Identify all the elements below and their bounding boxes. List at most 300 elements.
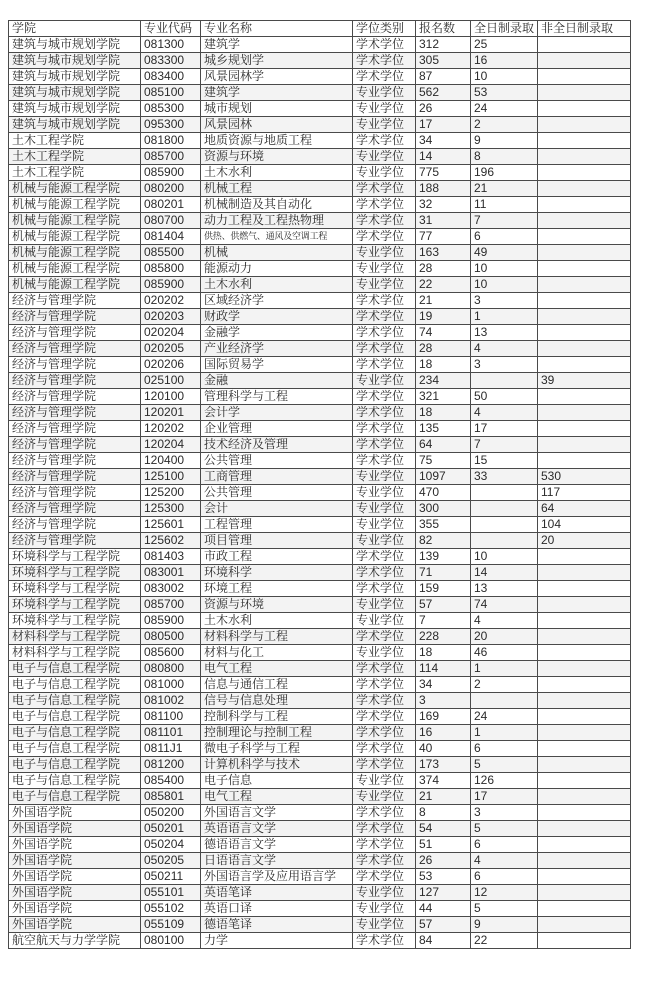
cell-college: 经济与管理学院 [9, 325, 141, 341]
cell-fulltime_admitted: 14 [471, 565, 538, 581]
table-row [9, 533, 631, 549]
cell-degree_type: 专业学位 [353, 485, 416, 501]
cell-college: 机械与能源工程学院 [9, 245, 141, 261]
cell-code: 085900 [141, 613, 201, 629]
cell-applicants: 53 [416, 869, 471, 885]
cell-fulltime_admitted [471, 373, 538, 389]
cell-code: 085100 [141, 85, 201, 101]
cell-degree_type: 专业学位 [353, 149, 416, 165]
cell-code: 120201 [141, 405, 201, 421]
cell-code: 050201 [141, 821, 201, 837]
cell-fulltime_admitted: 4 [471, 853, 538, 869]
cell-college: 电子与信息工程学院 [9, 789, 141, 805]
table-row [9, 309, 631, 325]
cell-college: 机械与能源工程学院 [9, 181, 141, 197]
table-row [9, 725, 631, 741]
cell-code: 085900 [141, 277, 201, 293]
cell-college: 电子与信息工程学院 [9, 757, 141, 773]
cell-applicants: 188 [416, 181, 471, 197]
table-row [9, 597, 631, 613]
table-row [9, 293, 631, 309]
cell-applicants: 234 [416, 373, 471, 389]
cell-parttime_admitted [538, 645, 631, 661]
cell-parttime_admitted [538, 197, 631, 213]
cell-degree_type: 学术学位 [353, 629, 416, 645]
table-row [9, 421, 631, 437]
cell-parttime_admitted [538, 773, 631, 789]
cell-major: 电气工程 [201, 661, 353, 677]
cell-fulltime_admitted: 50 [471, 389, 538, 405]
cell-degree_type: 学术学位 [353, 213, 416, 229]
cell-code: 081200 [141, 757, 201, 773]
cell-college: 外国语学院 [9, 821, 141, 837]
cell-fulltime_admitted: 196 [471, 165, 538, 181]
cell-degree_type: 专业学位 [353, 373, 416, 389]
cell-major: 力学 [201, 933, 353, 949]
cell-parttime_admitted [538, 885, 631, 901]
cell-major: 控制科学与工程 [201, 709, 353, 725]
cell-major: 机械制造及其自动化 [201, 197, 353, 213]
cell-applicants: 169 [416, 709, 471, 725]
table-row [9, 741, 631, 757]
cell-applicants: 114 [416, 661, 471, 677]
column-header-applicants: 报名数 [416, 21, 471, 37]
cell-fulltime_admitted: 1 [471, 309, 538, 325]
cell-parttime_admitted [538, 453, 631, 469]
cell-parttime_admitted [538, 229, 631, 245]
cell-fulltime_admitted: 12 [471, 885, 538, 901]
cell-applicants: 77 [416, 229, 471, 245]
cell-fulltime_admitted: 4 [471, 341, 538, 357]
cell-fulltime_admitted: 22 [471, 933, 538, 949]
table-row [9, 709, 631, 725]
cell-code: 081403 [141, 549, 201, 565]
cell-code: 083400 [141, 69, 201, 85]
cell-college: 机械与能源工程学院 [9, 277, 141, 293]
cell-college: 电子与信息工程学院 [9, 677, 141, 693]
cell-code: 020204 [141, 325, 201, 341]
cell-parttime_admitted [538, 549, 631, 565]
table-row [9, 389, 631, 405]
cell-applicants: 22 [416, 277, 471, 293]
cell-college: 建筑与城市规划学院 [9, 85, 141, 101]
cell-code: 095300 [141, 117, 201, 133]
cell-major: 微电子科学与工程 [201, 741, 353, 757]
cell-fulltime_admitted: 8 [471, 149, 538, 165]
table-row [9, 661, 631, 677]
cell-parttime_admitted [538, 805, 631, 821]
cell-degree_type: 学术学位 [353, 741, 416, 757]
cell-applicants: 173 [416, 757, 471, 773]
cell-parttime_admitted: 530 [538, 469, 631, 485]
table-row [9, 677, 631, 693]
cell-degree_type: 学术学位 [353, 357, 416, 373]
cell-college: 经济与管理学院 [9, 469, 141, 485]
cell-code: 080700 [141, 213, 201, 229]
table-row [9, 629, 631, 645]
cell-major: 风景园林 [201, 117, 353, 133]
table-row [9, 821, 631, 837]
cell-college: 材料科学与工程学院 [9, 645, 141, 661]
cell-degree_type: 专业学位 [353, 261, 416, 277]
cell-degree_type: 学术学位 [353, 453, 416, 469]
cell-college: 经济与管理学院 [9, 533, 141, 549]
cell-parttime_admitted [538, 165, 631, 181]
cell-college: 电子与信息工程学院 [9, 661, 141, 677]
cell-college: 建筑与城市规划学院 [9, 69, 141, 85]
cell-fulltime_admitted: 6 [471, 869, 538, 885]
cell-college: 经济与管理学院 [9, 405, 141, 421]
cell-fulltime_admitted: 9 [471, 133, 538, 149]
cell-major: 机械工程 [201, 181, 353, 197]
cell-fulltime_admitted: 33 [471, 469, 538, 485]
cell-college: 建筑与城市规划学院 [9, 37, 141, 53]
table-body [9, 37, 631, 949]
cell-degree_type: 专业学位 [353, 101, 416, 117]
cell-applicants: 312 [416, 37, 471, 53]
table-row [9, 517, 631, 533]
cell-code: 055102 [141, 901, 201, 917]
table-row [9, 69, 631, 85]
cell-applicants: 374 [416, 773, 471, 789]
cell-college: 经济与管理学院 [9, 293, 141, 309]
table-row [9, 453, 631, 469]
cell-code: 080200 [141, 181, 201, 197]
cell-code: 085800 [141, 261, 201, 277]
cell-fulltime_admitted: 4 [471, 405, 538, 421]
cell-parttime_admitted [538, 741, 631, 757]
cell-major: 公共管理 [201, 485, 353, 501]
cell-parttime_admitted [538, 405, 631, 421]
cell-fulltime_admitted: 11 [471, 197, 538, 213]
cell-fulltime_admitted: 53 [471, 85, 538, 101]
cell-major: 会计学 [201, 405, 353, 421]
cell-parttime_admitted [538, 677, 631, 693]
cell-parttime_admitted [538, 181, 631, 197]
table-row [9, 549, 631, 565]
cell-fulltime_admitted: 74 [471, 597, 538, 613]
cell-applicants: 321 [416, 389, 471, 405]
cell-degree_type: 学术学位 [353, 677, 416, 693]
cell-applicants: 19 [416, 309, 471, 325]
cell-major: 产业经济学 [201, 341, 353, 357]
cell-parttime_admitted [538, 69, 631, 85]
cell-college: 外国语学院 [9, 869, 141, 885]
cell-applicants: 51 [416, 837, 471, 853]
cell-parttime_admitted [538, 117, 631, 133]
cell-applicants: 300 [416, 501, 471, 517]
cell-degree_type: 专业学位 [353, 469, 416, 485]
cell-applicants: 84 [416, 933, 471, 949]
cell-college: 机械与能源工程学院 [9, 229, 141, 245]
cell-college: 建筑与城市规划学院 [9, 117, 141, 133]
cell-applicants: 1097 [416, 469, 471, 485]
cell-code: 085300 [141, 101, 201, 117]
cell-applicants: 305 [416, 53, 471, 69]
table-row [9, 277, 631, 293]
cell-code: 081100 [141, 709, 201, 725]
cell-fulltime_admitted [471, 693, 538, 709]
cell-parttime_admitted [538, 597, 631, 613]
cell-parttime_admitted [538, 357, 631, 373]
cell-parttime_admitted [538, 709, 631, 725]
cell-applicants: 18 [416, 645, 471, 661]
cell-code: 055101 [141, 885, 201, 901]
cell-code: 085801 [141, 789, 201, 805]
cell-major: 资源与环境 [201, 597, 353, 613]
cell-code: 125300 [141, 501, 201, 517]
cell-code: 085700 [141, 597, 201, 613]
table-row [9, 101, 631, 117]
cell-code: 120204 [141, 437, 201, 453]
cell-college: 环境科学与工程学院 [9, 565, 141, 581]
cell-fulltime_admitted: 10 [471, 549, 538, 565]
cell-fulltime_admitted: 5 [471, 901, 538, 917]
cell-parttime_admitted [538, 389, 631, 405]
cell-applicants: 44 [416, 901, 471, 917]
cell-college: 经济与管理学院 [9, 501, 141, 517]
cell-fulltime_admitted: 17 [471, 421, 538, 437]
table-row [9, 245, 631, 261]
cell-fulltime_admitted: 5 [471, 757, 538, 773]
cell-code: 081404 [141, 229, 201, 245]
cell-parttime_admitted [538, 613, 631, 629]
cell-parttime_admitted: 117 [538, 485, 631, 501]
cell-degree_type: 专业学位 [353, 597, 416, 613]
cell-degree_type: 学术学位 [353, 709, 416, 725]
table-row [9, 485, 631, 501]
cell-major: 英语口译 [201, 901, 353, 917]
cell-code: 085700 [141, 149, 201, 165]
table-header-row [9, 21, 631, 37]
cell-degree_type: 学术学位 [353, 293, 416, 309]
cell-degree_type: 学术学位 [353, 853, 416, 869]
cell-degree_type: 学术学位 [353, 933, 416, 949]
cell-fulltime_admitted: 6 [471, 837, 538, 853]
cell-degree_type: 专业学位 [353, 117, 416, 133]
cell-college: 环境科学与工程学院 [9, 549, 141, 565]
cell-applicants: 228 [416, 629, 471, 645]
cell-code: 081800 [141, 133, 201, 149]
cell-fulltime_admitted: 2 [471, 677, 538, 693]
table-row [9, 613, 631, 629]
table-row [9, 917, 631, 933]
cell-degree_type: 学术学位 [353, 325, 416, 341]
cell-degree_type: 学术学位 [353, 309, 416, 325]
cell-college: 电子与信息工程学院 [9, 693, 141, 709]
cell-major: 建筑学 [201, 85, 353, 101]
cell-fulltime_admitted [471, 501, 538, 517]
cell-college: 电子与信息工程学院 [9, 709, 141, 725]
cell-fulltime_admitted: 3 [471, 293, 538, 309]
table-row [9, 501, 631, 517]
cell-college: 经济与管理学院 [9, 453, 141, 469]
cell-fulltime_admitted: 3 [471, 805, 538, 821]
cell-code: 125602 [141, 533, 201, 549]
cell-code: 125601 [141, 517, 201, 533]
cell-applicants: 57 [416, 597, 471, 613]
cell-degree_type: 学术学位 [353, 821, 416, 837]
cell-parttime_admitted [538, 581, 631, 597]
cell-major: 管理科学与工程 [201, 389, 353, 405]
cell-fulltime_admitted: 49 [471, 245, 538, 261]
table-row [9, 645, 631, 661]
table-row [9, 181, 631, 197]
cell-major: 国际贸易学 [201, 357, 353, 373]
cell-major: 城市规划 [201, 101, 353, 117]
cell-applicants: 87 [416, 69, 471, 85]
cell-code: 125100 [141, 469, 201, 485]
cell-fulltime_admitted: 4 [471, 613, 538, 629]
cell-applicants: 32 [416, 197, 471, 213]
cell-degree_type: 学术学位 [353, 69, 416, 85]
cell-college: 土木工程学院 [9, 133, 141, 149]
cell-applicants: 139 [416, 549, 471, 565]
cell-parttime_admitted [538, 277, 631, 293]
table-row [9, 149, 631, 165]
cell-degree_type: 学术学位 [353, 565, 416, 581]
cell-code: 083001 [141, 565, 201, 581]
cell-fulltime_admitted [471, 485, 538, 501]
cell-fulltime_admitted: 17 [471, 789, 538, 805]
cell-college: 建筑与城市规划学院 [9, 53, 141, 69]
cell-applicants: 21 [416, 789, 471, 805]
cell-major: 土木水利 [201, 165, 353, 181]
cell-degree_type: 专业学位 [353, 517, 416, 533]
table-row [9, 773, 631, 789]
cell-major: 土木水利 [201, 277, 353, 293]
cell-code: 081101 [141, 725, 201, 741]
cell-degree_type: 专业学位 [353, 85, 416, 101]
cell-major: 信号与信息处理 [201, 693, 353, 709]
cell-applicants: 14 [416, 149, 471, 165]
cell-code: 050204 [141, 837, 201, 853]
table-row [9, 581, 631, 597]
cell-degree_type: 专业学位 [353, 645, 416, 661]
cell-major: 供热、供燃气、通风及空调工程 [201, 229, 353, 245]
table-row [9, 165, 631, 181]
cell-applicants: 16 [416, 725, 471, 741]
cell-code: 081000 [141, 677, 201, 693]
cell-degree_type: 学术学位 [353, 229, 416, 245]
cell-applicants: 82 [416, 533, 471, 549]
cell-college: 外国语学院 [9, 805, 141, 821]
cell-major: 资源与环境 [201, 149, 353, 165]
cell-parttime_admitted [538, 661, 631, 677]
cell-fulltime_admitted: 10 [471, 69, 538, 85]
cell-applicants: 135 [416, 421, 471, 437]
cell-major: 材料与化工 [201, 645, 353, 661]
cell-major: 金融 [201, 373, 353, 389]
cell-fulltime_admitted: 15 [471, 453, 538, 469]
cell-college: 电子与信息工程学院 [9, 725, 141, 741]
table-row [9, 869, 631, 885]
cell-parttime_admitted [538, 293, 631, 309]
cell-college: 经济与管理学院 [9, 437, 141, 453]
cell-code: 081300 [141, 37, 201, 53]
cell-code: 085400 [141, 773, 201, 789]
cell-code: 080500 [141, 629, 201, 645]
cell-fulltime_admitted: 13 [471, 581, 538, 597]
cell-applicants: 34 [416, 677, 471, 693]
cell-degree_type: 专业学位 [353, 789, 416, 805]
table-row [9, 85, 631, 101]
cell-major: 技术经济及管理 [201, 437, 353, 453]
cell-major: 环境工程 [201, 581, 353, 597]
cell-major: 土木水利 [201, 613, 353, 629]
cell-degree_type: 专业学位 [353, 245, 416, 261]
cell-parttime_admitted [538, 101, 631, 117]
cell-parttime_admitted [538, 869, 631, 885]
cell-degree_type: 学术学位 [353, 837, 416, 853]
cell-parttime_admitted [538, 421, 631, 437]
table-row [9, 933, 631, 949]
cell-fulltime_admitted: 7 [471, 437, 538, 453]
cell-college: 机械与能源工程学院 [9, 213, 141, 229]
cell-college: 经济与管理学院 [9, 357, 141, 373]
cell-parttime_admitted [538, 837, 631, 853]
cell-major: 地质资源与地质工程 [201, 133, 353, 149]
cell-applicants: 8 [416, 805, 471, 821]
cell-code: 081002 [141, 693, 201, 709]
cell-parttime_admitted: 104 [538, 517, 631, 533]
table-row [9, 357, 631, 373]
cell-degree_type: 专业学位 [353, 613, 416, 629]
cell-applicants: 163 [416, 245, 471, 261]
cell-degree_type: 学术学位 [353, 693, 416, 709]
cell-major: 德语笔译 [201, 917, 353, 933]
cell-applicants: 40 [416, 741, 471, 757]
cell-degree_type: 专业学位 [353, 277, 416, 293]
cell-fulltime_admitted [471, 517, 538, 533]
cell-major: 计算机科学与技术 [201, 757, 353, 773]
cell-major: 工程管理 [201, 517, 353, 533]
cell-fulltime_admitted: 13 [471, 325, 538, 341]
cell-fulltime_admitted: 126 [471, 773, 538, 789]
cell-fulltime_admitted: 5 [471, 821, 538, 837]
cell-college: 经济与管理学院 [9, 421, 141, 437]
cell-fulltime_admitted: 16 [471, 53, 538, 69]
cell-degree_type: 专业学位 [353, 885, 416, 901]
cell-parttime_admitted [538, 933, 631, 949]
cell-code: 085500 [141, 245, 201, 261]
cell-degree_type: 学术学位 [353, 549, 416, 565]
cell-major: 项目管理 [201, 533, 353, 549]
cell-college: 外国语学院 [9, 917, 141, 933]
cell-parttime_admitted [538, 437, 631, 453]
table-row [9, 373, 631, 389]
cell-major: 英语语言文学 [201, 821, 353, 837]
column-header-major: 专业名称 [201, 21, 353, 37]
cell-applicants: 17 [416, 117, 471, 133]
cell-college: 机械与能源工程学院 [9, 197, 141, 213]
cell-college: 外国语学院 [9, 853, 141, 869]
cell-degree_type: 学术学位 [353, 661, 416, 677]
cell-code: 085600 [141, 645, 201, 661]
cell-college: 航空航天与力学学院 [9, 933, 141, 949]
cell-degree_type: 专业学位 [353, 501, 416, 517]
cell-major: 建筑学 [201, 37, 353, 53]
cell-degree_type: 学术学位 [353, 581, 416, 597]
cell-college: 外国语学院 [9, 901, 141, 917]
table-row [9, 341, 631, 357]
cell-fulltime_admitted: 46 [471, 645, 538, 661]
cell-degree_type: 学术学位 [353, 53, 416, 69]
cell-code: 083002 [141, 581, 201, 597]
table-row [9, 117, 631, 133]
cell-major: 外国语言文学 [201, 805, 353, 821]
cell-college: 经济与管理学院 [9, 309, 141, 325]
